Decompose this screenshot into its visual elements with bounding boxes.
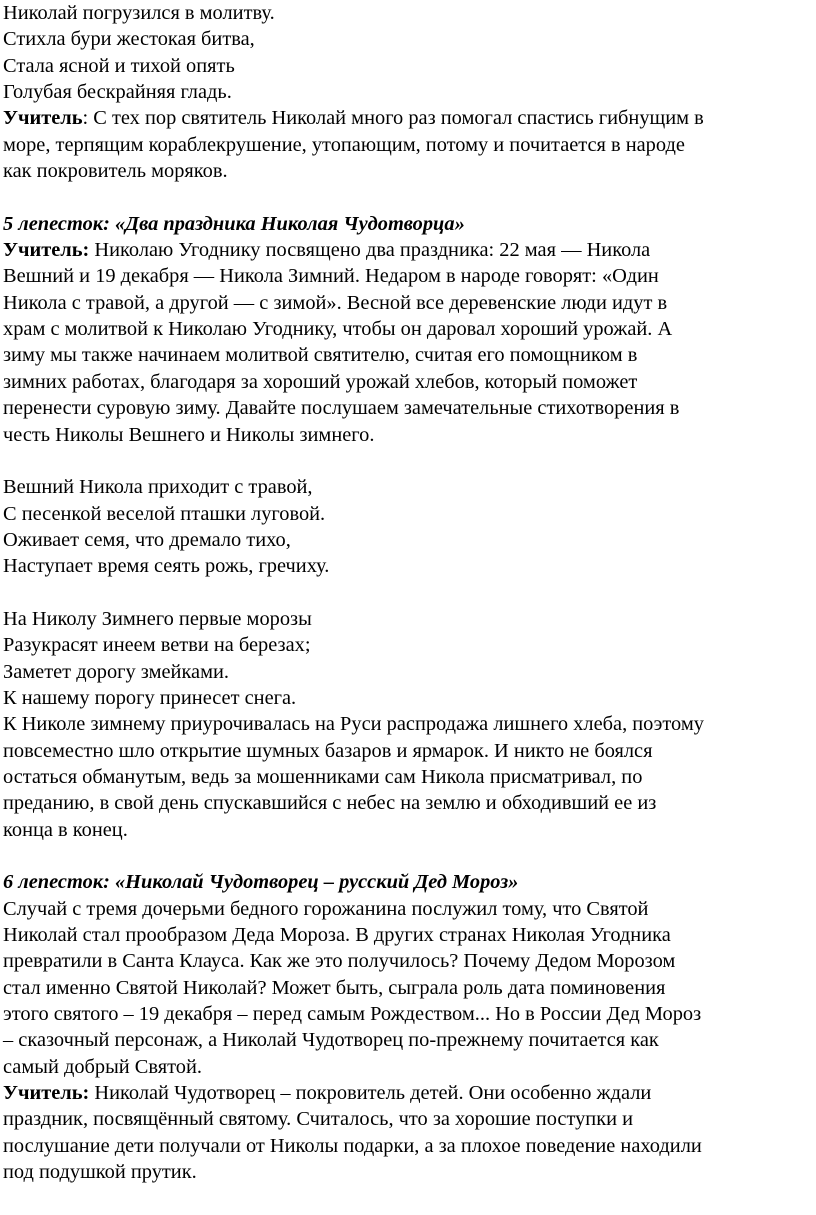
poem-line: На Николу Зимнего первые морозы: [3, 607, 312, 630]
poem-winter: [3, 606, 816, 711]
text-line: как покровитель моряков.: [3, 160, 228, 183]
poem-line: Вешний Никола приходит с травой,: [3, 476, 313, 499]
text-line: К Николе зимнему приурочивалась на Руси распродажа лишнего хлеба, поэтому: [3, 713, 704, 736]
poem-line: Оживает семя, что дремало тихо,: [3, 528, 291, 551]
text-line: зиму мы также начинаем молитвой святителю, считая его помощником в: [3, 344, 638, 367]
text-line: под подушкой прутик.: [3, 1161, 197, 1184]
poem-line: Разукрасят инеем ветви на березах;: [3, 634, 311, 657]
speaker-label: Учитель: [3, 107, 83, 130]
paragraph-winter-markets: [3, 711, 816, 843]
text-line: праздник, посвящённый святому. Считалось, что за хорошие поступки и: [3, 1108, 634, 1131]
poem-line: К нашему порогу принесет снега.: [3, 686, 297, 709]
text-line: остаться обманутым, ведь за мошенниками сам Никола присматривал, по: [3, 765, 643, 788]
text-line: послушание дети получали от Николы подарки, а за плохое поведение находили: [3, 1134, 702, 1157]
section-heading: 5 лепесток: «Два праздника Николая Чудотворца»: [3, 212, 465, 235]
poem-line: Николай погрузился в молитву.: [3, 2, 275, 24]
text-line: [3, 237, 816, 263]
text-fragment: Николай Чудотворец – покровитель детей. Они особенно ждали: [89, 1082, 652, 1105]
speaker-colon: :: [82, 107, 89, 130]
section-heading: 6 лепесток: «Николай Чудотворец – русский Дед Мороз»: [3, 871, 519, 894]
text-line: стал именно Святой Николай? Может быть, сыграла роль дата поминовения: [3, 976, 666, 999]
blank-line: [3, 843, 816, 869]
poem-line: Заметет дорогу змейками.: [3, 660, 229, 683]
poem-spring: [3, 474, 816, 579]
section-petal-5: [3, 211, 816, 448]
section-petal-6: [3, 869, 816, 1185]
text-line: преданию, в свой день спускавшийся с небес на землю и обходивший ее из: [3, 792, 657, 815]
text-line: честь Николы Вешнего и Николы зимнего.: [3, 423, 375, 446]
teacher-paragraph-sailors: [3, 105, 816, 184]
text-line: [3, 1080, 816, 1106]
text-fragment: С тех пор святитель Николай много раз помогал спастись гибнущим в: [88, 107, 704, 130]
blank-line: [3, 184, 816, 210]
text-line: Вешний и 19 декабря — Никола Зимний. Недаром в народе говорят: «Один: [3, 265, 659, 288]
poem-line: Стихла бури жестокая битва,: [3, 28, 255, 51]
text-line: превратили в Санта Клауса. Как же это получилось? Почему Дедом Морозом: [3, 950, 676, 973]
poem-line: Наступает время сеять рожь, гречиху.: [3, 555, 330, 578]
text-line: перенести суровую зиму. Давайте послушаем замечательные стихотворения в: [3, 397, 680, 420]
text-line: [3, 105, 816, 131]
text-line: море, терпящим кораблекрушение, утопающим, потому и почитается в народе: [3, 133, 685, 156]
poem-prayer: [3, 0, 816, 105]
text-line: этого святого – 19 декабря – перед самым Рождеством... Но в России Дед Мороз: [3, 1003, 702, 1026]
text-line: конца в конец.: [3, 818, 128, 841]
speaker-label: Учитель:: [3, 239, 90, 262]
text-line: храм с молитвой к Николаю Угоднику, чтобы он даровал хороший урожай. А: [3, 318, 673, 341]
poem-line: Голубая бескрайняя гладь.: [3, 81, 232, 104]
text-line: зимних работах, благодаря за хороший урожай хлебов, который поможет: [3, 370, 638, 393]
text-line: Случай с тремя дочерьми бедного горожанина послужил тому, что Святой: [3, 897, 649, 920]
text-line: – сказочный персонаж, а Николай Чудотворец по-прежнему почитается как: [3, 1029, 659, 1052]
text-line: Николай стал прообразом Деда Мороза. В других странах Николая Угодника: [3, 924, 671, 947]
blank-line: [3, 580, 816, 606]
blank-line: [3, 448, 816, 474]
poem-line: Стала ясной и тихой опять: [3, 54, 235, 77]
poem-line: С песенкой веселой пташки луговой.: [3, 502, 326, 525]
text-line: Никола с травой, а другой — с зимой». Весной все деревенские люди идут в: [3, 291, 668, 314]
text-line: повсеместно шло открытие шумных базаров и ярмарок. И никто не боялся: [3, 739, 653, 762]
text-line: самый добрый Святой.: [3, 1055, 202, 1078]
speaker-label: Учитель:: [3, 1082, 90, 1105]
text-fragment: Николаю Угоднику посвящено два праздника: 22 мая — Никола: [89, 239, 651, 262]
